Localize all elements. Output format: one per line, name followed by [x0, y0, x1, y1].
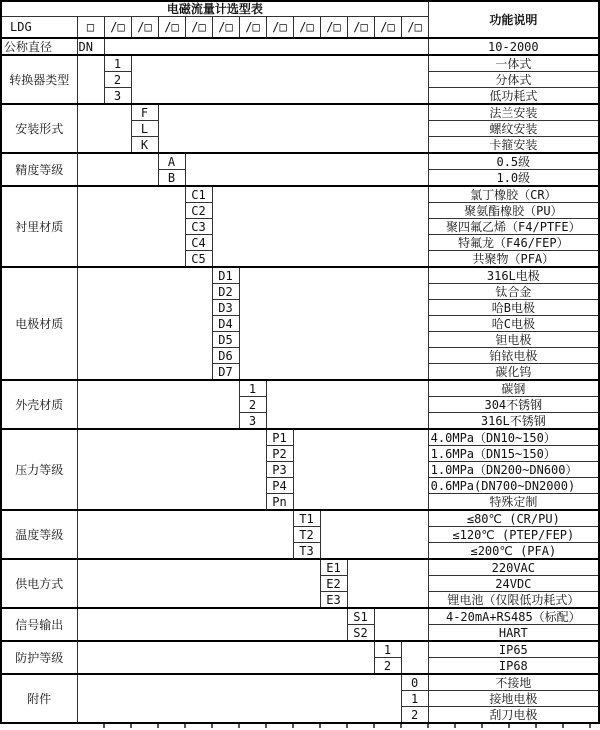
group-label: 温度等级 — [1, 510, 77, 559]
option-code: P1 — [266, 429, 293, 446]
option-code: S2 — [347, 625, 374, 642]
option-code: E1 — [320, 559, 347, 576]
option-code: 2 — [104, 72, 131, 88]
option-desc: 碳钢 — [428, 380, 599, 397]
grid-tick — [238, 724, 240, 728]
option-code: 1 — [374, 641, 401, 658]
group-label: 外壳材质 — [1, 380, 77, 429]
option-code: D7 — [212, 364, 239, 381]
option-desc: 1.0MPa（DN200~DN600） — [428, 462, 599, 478]
option-desc: 法兰安装 — [428, 104, 599, 121]
grid-tick — [292, 724, 294, 728]
model-slot: /□ — [239, 17, 266, 39]
grid-tick — [211, 724, 213, 728]
option-code: Pn — [266, 494, 293, 511]
option-desc: 4-20mA+RS485（标配） — [428, 608, 599, 625]
option-desc: 刮刀电极 — [428, 707, 599, 724]
spacer-cell — [320, 510, 428, 559]
grid-tick — [184, 724, 186, 728]
spacer-cell — [77, 641, 374, 674]
grid-tick — [454, 724, 456, 728]
option-code: D3 — [212, 300, 239, 316]
group-label: 信号输出 — [1, 608, 77, 641]
spacer-cell — [158, 104, 428, 153]
option-code: 1 — [104, 55, 131, 72]
option-code: C1 — [185, 186, 212, 203]
spacer-cell — [266, 380, 428, 429]
spacer-cell — [77, 510, 293, 559]
spacer-cell — [77, 55, 104, 104]
option-code: 0 — [401, 674, 428, 691]
option-code: S1 — [347, 608, 374, 625]
spacer-cell — [77, 608, 347, 641]
spacer-cell — [77, 153, 158, 186]
option-code: C2 — [185, 203, 212, 219]
grid-tick — [535, 724, 537, 728]
grid-tick — [103, 724, 105, 728]
option-desc: IP65 — [428, 641, 599, 658]
option-code: 1 — [239, 380, 266, 397]
option-code: P3 — [266, 462, 293, 478]
option-desc: 钽电极 — [428, 332, 599, 348]
option-desc: 0.6MPa(DN700~DN2000) — [428, 478, 599, 494]
spacer-cell — [347, 559, 428, 608]
grid-tick — [319, 724, 321, 728]
model-code-box: □ — [77, 17, 104, 39]
spacer-cell — [131, 55, 428, 104]
model-slot: /□ — [266, 17, 293, 39]
group-label: 转换器类型 — [1, 55, 77, 104]
group-label: 公称直径 — [1, 38, 77, 55]
option-desc: 哈C电极 — [428, 316, 599, 332]
option-desc: 1.0级 — [428, 170, 599, 187]
option-desc: 4.0MPa（DN10~150） — [428, 429, 599, 446]
option-code: B — [158, 170, 185, 187]
option-code: E2 — [320, 576, 347, 592]
spacer-cell — [104, 38, 428, 55]
option-code: D1 — [212, 267, 239, 284]
grid-tick — [508, 724, 510, 728]
grid-tick — [481, 724, 483, 728]
group-label: 附件 — [1, 674, 77, 723]
group-label: 压力等级 — [1, 429, 77, 510]
option-code: D2 — [212, 284, 239, 300]
option-code: T1 — [293, 510, 320, 527]
grid-tick — [427, 724, 429, 728]
option-desc: 一体式 — [428, 55, 599, 72]
option-code: 1 — [401, 691, 428, 707]
option-desc: 不接地 — [428, 674, 599, 691]
model-slot: /□ — [293, 17, 320, 39]
spacer-cell — [374, 608, 428, 641]
option-desc: 哈B电极 — [428, 300, 599, 316]
option-desc: 锂电池（仅限低功耗式） — [428, 592, 599, 609]
spacer-cell — [401, 641, 428, 674]
option-code: P4 — [266, 478, 293, 494]
spacer-cell — [77, 380, 239, 429]
model-slot: /□ — [212, 17, 239, 39]
option-desc: 接地电极 — [428, 691, 599, 707]
option-code: L — [131, 121, 158, 137]
spacer-cell — [77, 429, 266, 510]
group-label: 衬里材质 — [1, 186, 77, 267]
option-code: T2 — [293, 527, 320, 543]
spacer-cell — [293, 429, 428, 510]
model-slot: /□ — [320, 17, 347, 39]
option-code: 2 — [374, 658, 401, 675]
grid-tick — [400, 724, 402, 728]
option-desc: 分体式 — [428, 72, 599, 88]
spacer-cell — [77, 186, 185, 267]
grid-tick — [265, 724, 267, 728]
option-code: C4 — [185, 235, 212, 251]
option-desc: 螺纹安装 — [428, 121, 599, 137]
spacer-cell — [77, 104, 131, 153]
model-slot: /□ — [104, 17, 131, 39]
option-desc: ≤80℃ (CR/PU) — [428, 510, 599, 527]
option-code: C5 — [185, 251, 212, 268]
option-desc: 304不锈钢 — [428, 397, 599, 413]
option-desc: 特氟龙（F46/FEP） — [428, 235, 599, 251]
option-desc: 24VDC — [428, 576, 599, 592]
spacer-cell — [212, 186, 428, 267]
option-code: A — [158, 153, 185, 170]
option-code: F — [131, 104, 158, 121]
option-desc: HART — [428, 625, 599, 642]
option-code: 3 — [239, 413, 266, 430]
model-slot: /□ — [374, 17, 401, 39]
spacer-cell — [77, 267, 212, 380]
option-code: C3 — [185, 219, 212, 235]
option-code: D6 — [212, 348, 239, 364]
spacer-cell — [185, 153, 428, 186]
model-slot: /□ — [158, 17, 185, 39]
group-label: 电极材质 — [1, 267, 77, 380]
option-code: 2 — [401, 707, 428, 724]
option-code: E3 — [320, 592, 347, 609]
option-code: K — [131, 137, 158, 154]
option-desc: 316L不锈钢 — [428, 413, 599, 430]
option-desc: 铂铱电极 — [428, 348, 599, 364]
option-desc: 聚四氟乙烯（F4/PTFE） — [428, 219, 599, 235]
grid-tick — [562, 724, 564, 728]
option-code: 3 — [104, 88, 131, 105]
group-label: 防护等级 — [1, 641, 77, 674]
model-slot: /□ — [401, 17, 428, 39]
option-desc: 特殊定制 — [428, 494, 599, 511]
option-desc: 共聚物（PFA） — [428, 251, 599, 268]
option-desc: ≤200℃ (PFA) — [428, 543, 599, 560]
option-desc: 卡箍安装 — [428, 137, 599, 154]
option-desc: 碳化钨 — [428, 364, 599, 381]
grid-tick — [346, 724, 348, 728]
bottom-grid-ticks — [0, 724, 600, 730]
option-desc: 316L电极 — [428, 267, 599, 284]
option-desc: 氯丁橡胶（CR） — [428, 186, 599, 203]
option-desc: 10-2000 — [428, 38, 599, 55]
model-slot: /□ — [347, 17, 374, 39]
option-code: P2 — [266, 446, 293, 462]
option-code: T3 — [293, 543, 320, 560]
option-desc: 1.6MPa（DN15~150） — [428, 446, 599, 462]
option-code: D5 — [212, 332, 239, 348]
option-code: 2 — [239, 397, 266, 413]
spacer-cell — [77, 559, 320, 608]
grid-tick — [130, 724, 132, 728]
table-title: 电磁流量计选型表 — [1, 1, 428, 17]
option-desc: 聚氨酯橡胶（PU） — [428, 203, 599, 219]
spacer-cell — [239, 267, 428, 380]
option-desc: ≤120℃ (PTEP/FEP) — [428, 527, 599, 543]
group-label: 精度等级 — [1, 153, 77, 186]
option-desc: 0.5级 — [428, 153, 599, 170]
model-slot: /□ — [185, 17, 212, 39]
option-code: DN — [77, 38, 104, 55]
option-desc: 低功耗式 — [428, 88, 599, 105]
option-desc: 220VAC — [428, 559, 599, 576]
option-desc: 钛合金 — [428, 284, 599, 300]
grid-tick — [157, 724, 159, 728]
option-code: D4 — [212, 316, 239, 332]
option-desc: IP68 — [428, 658, 599, 675]
grid-tick — [589, 724, 591, 728]
grid-tick — [373, 724, 375, 728]
model-prefix: LDG — [1, 17, 77, 39]
group-label: 供电方式 — [1, 559, 77, 608]
model-slot: /□ — [131, 17, 158, 39]
function-header: 功能说明 — [428, 1, 599, 38]
group-label: 安装形式 — [1, 104, 77, 153]
